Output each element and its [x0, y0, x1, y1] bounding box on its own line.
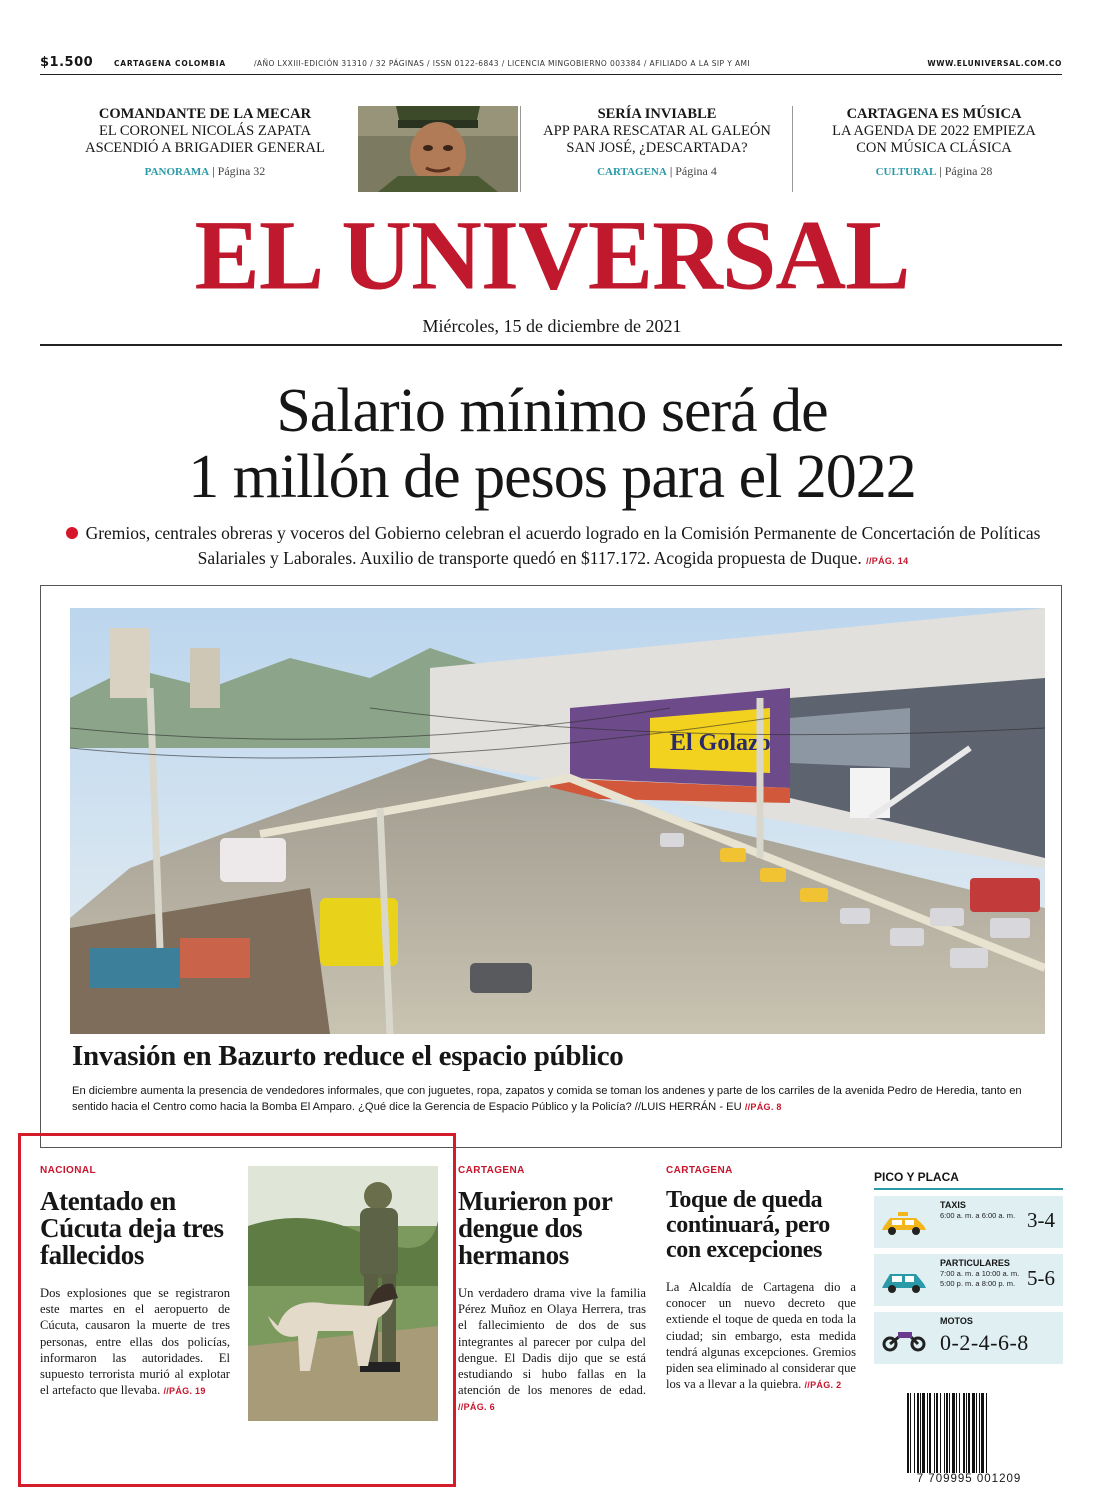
barcode-bar: [922, 1393, 925, 1473]
pyp-digits: 5-6: [1027, 1266, 1055, 1290]
teaser-portrait-photo: [358, 106, 518, 192]
teaser-line-2: LA AGENDA DE 2022 EMPIEZA: [832, 123, 1036, 139]
taxi-icon: [880, 1210, 928, 1236]
story-kicker: NACIONAL: [40, 1165, 96, 1176]
pyp-hours: [940, 1269, 1019, 1289]
page-reference[interactable]: //PÁG. 8: [744, 1102, 782, 1112]
bullet-dot-icon: [66, 527, 78, 539]
price-label: $1.500: [40, 55, 94, 70]
teaser-line-1: COMANDANTE DE LA MECAR: [98, 106, 312, 122]
teaser-line-3: ASCENDIÓ A BRIGADIER GENERAL: [85, 140, 325, 156]
barcode-bar: [976, 1393, 977, 1473]
teaser-line-1: SERÍA INVIABLE: [597, 106, 717, 122]
photo-story-caption: [72, 1083, 1042, 1115]
teaser-divider: [520, 106, 521, 192]
barcode-bar: [963, 1393, 965, 1473]
lead-headline-line-2: 1 millón de pesos para el 2022: [188, 443, 916, 511]
barcode-bar: [944, 1393, 945, 1473]
lead-headline-line-1: Salario mínimo será de: [276, 377, 828, 445]
barcode-bar: [927, 1393, 928, 1473]
barcode-bar: [940, 1393, 941, 1473]
barcode-bar: [986, 1393, 987, 1473]
barcode-bar: [946, 1393, 948, 1473]
story-kicker: CARTAGENA: [458, 1165, 525, 1176]
issue-date: Miércoles, 15 de diciembre de 2021: [422, 316, 682, 336]
barcode-bar: [934, 1393, 935, 1473]
teaser-line-1: CARTAGENA ES MÚSICA: [846, 106, 1022, 122]
teaser-page: Página 28: [944, 164, 993, 178]
pico-y-placa-title: PICO Y PLACA: [874, 1170, 1063, 1190]
teaser-page: Página 4: [675, 164, 717, 178]
story-headline[interactable]: Toque de queda continuará, pero con excepciones: [666, 1187, 830, 1263]
barcode-bar: [972, 1393, 975, 1473]
story-body-text: Un verdadero drama vive la familia Pérez Muñoz en Olaya Herrera, tras el fallecimiento de dos de sus integrantes al parecer por culpa del dengue. El Dadis dijo que se está estudiando si hubo fallas en la atención de los menores de edad.: [458, 1286, 646, 1398]
page-reference[interactable]: //PÁG. 2: [804, 1380, 842, 1391]
teaser-line-2: APP PARA RESCATAR AL GALEÓN: [543, 123, 771, 139]
page-reference[interactable]: //PÁG. 14: [866, 556, 909, 566]
barcode-bar: [910, 1393, 911, 1473]
teaser-section: CARTAGENA: [597, 166, 667, 178]
teaser-line-2: EL CORONEL NICOLÁS ZAPATA: [99, 123, 311, 139]
teaser-panorama[interactable]: [60, 106, 350, 179]
teaser-section: PANORAMA: [144, 166, 210, 178]
barcode-bar: [968, 1393, 970, 1473]
story-body: [458, 1285, 646, 1416]
barcode-bar: [914, 1393, 915, 1473]
pyp-row-taxis: [874, 1196, 1063, 1248]
website-link[interactable]: WWW.ELUNIVERSAL.COM.CO: [927, 59, 1062, 68]
soldier-dog-photo: [248, 1166, 438, 1421]
story-headline[interactable]: Murieron por dengue dos hermanos: [458, 1186, 612, 1270]
store-sign-text: El Golazo: [670, 730, 771, 756]
pyp-hours-2: 5:00 p. m. a 8:00 p. m.: [940, 1279, 1016, 1288]
lead-deck-text: Gremios, centrales obreras y voceros del Gobierno celebran el acuerdo logrado en la Comisión Permanente de Concertación de Políticas Salariales y Laborales. Auxilio de transporte quedó en $117.172. Acogida propuesta de Duque.: [85, 523, 1041, 568]
barcode-number: 7 709995 001209: [905, 1473, 1033, 1485]
story-kicker: CARTAGENA: [666, 1165, 733, 1176]
story-body-text: La Alcaldía de Cartagena dio a conocer un nuevo decreto que extiende el toque de queda en toda la ciudad; sin embargo, esta medida tendrá algunas excepciones. Gremios piden sea eliminado al considerar que los va a llevar a la quiebra.: [666, 1280, 856, 1392]
masthead-rule: [40, 344, 1062, 346]
page-reference[interactable]: //PÁG. 6: [458, 1402, 495, 1413]
barcode-bar: [979, 1393, 980, 1473]
teaser-section: CULTURAL: [875, 166, 937, 178]
pyp-hours-1: 7:00 a. m. a 10:00 a. m.: [940, 1269, 1020, 1278]
barcode-bar: [949, 1393, 950, 1473]
pyp-label: PARTICULARES: [940, 1258, 1010, 1268]
barcode-bar: [907, 1393, 909, 1473]
teaser-headline: [528, 106, 786, 157]
teaser-cultural[interactable]: [808, 106, 1060, 179]
lead-headline[interactable]: [0, 378, 1104, 510]
teaser-headline: [808, 106, 1060, 157]
story-headline[interactable]: Atentado en Cúcuta deja tres fallecidos: [40, 1186, 224, 1270]
story-body: [666, 1279, 856, 1393]
teaser-section-ref: CARTAGENA | Página 4: [597, 164, 717, 178]
barcode-bar: [952, 1393, 955, 1473]
lead-deck: [48, 521, 1058, 574]
edition-info: /AÑO LXXIII-EDICIÓN 31310 / 32 PÁGINAS / ISSN 0122-6843 / LICENCIA MINGOBIERNO 003384 / AFILIADO A LA SIP Y AMI: [254, 59, 751, 68]
city-label: CARTAGENA COLOMBIA: [114, 59, 226, 68]
pico-y-placa-box: [874, 1170, 1063, 1364]
street-market-photo: [70, 608, 1045, 1034]
story-dengue[interactable]: [458, 1165, 646, 1416]
newspaper-masthead: EL UNIVERSAL: [194, 200, 910, 312]
pyp-label: MOTOS: [940, 1316, 973, 1326]
barcode-bar: [981, 1393, 984, 1473]
pyp-label: TAXIS: [940, 1200, 966, 1210]
pyp-digits: 0-2-4-6-8: [940, 1330, 1029, 1355]
barcode-bar: [966, 1393, 967, 1473]
pyp-row-particulares: [874, 1254, 1063, 1306]
top-info-bar: [40, 57, 1062, 75]
car-icon: [880, 1268, 928, 1294]
barcode-bar: [929, 1393, 931, 1473]
teaser-divider: [792, 106, 793, 192]
teaser-section-ref: CULTURAL | Página 28: [875, 164, 993, 178]
story-body-text: Dos explosiones que se registraron este martes en el aeropuerto de Cúcuta, causaron la muerte de tres personas, entre ellas dos policías, informaron las autoridades. El supuesto terrorista murió al explotar el artefacto que llevaba.: [40, 1286, 230, 1398]
teaser-line-3: CON MÚSICA CLÁSICA: [856, 140, 1012, 156]
page-reference[interactable]: //PÁG. 19: [163, 1386, 206, 1397]
teaser-cartagena[interactable]: [528, 106, 786, 179]
teaser-page: Página 32: [217, 164, 266, 178]
photo-story-title[interactable]: Invasión en Bazurto reduce el espacio público: [72, 1040, 624, 1072]
barcode: [905, 1393, 1033, 1483]
motorcycle-icon: [880, 1326, 928, 1352]
barcode-bar: [917, 1393, 919, 1473]
story-curfew[interactable]: [666, 1165, 856, 1393]
teaser-section-ref: PANORAMA | Página 32: [144, 164, 266, 178]
story-nacional[interactable]: [40, 1165, 230, 1399]
barcode-bar: [959, 1393, 960, 1473]
barcode-bar: [920, 1393, 921, 1473]
barcode-bar: [936, 1393, 938, 1473]
pyp-row-motos: [874, 1312, 1063, 1364]
teaser-line-3: SAN JOSÉ, ¿DESCARTADA?: [566, 140, 748, 156]
pyp-digits: 3-4: [1027, 1208, 1055, 1232]
teaser-headline: [60, 106, 350, 157]
photo-caption-text: En diciembre aumenta la presencia de vendedores informales, que con juguetes, ropa, zapatos y comida se toman los andenes y parte de los carriles de la avenida Pedro de Heredia, tanto en sentido hacia el Centro como hacia la Bomba El Amparo. ¿Qué dice la Gerencia de Espacio Público y la Policía? //LUIS HERRÁN - EU: [72, 1085, 1022, 1113]
barcode-bar: [956, 1393, 957, 1473]
story-body: [40, 1285, 230, 1399]
pyp-hours: 6:00 a. m. a 6:00 a. m.: [940, 1211, 1016, 1220]
